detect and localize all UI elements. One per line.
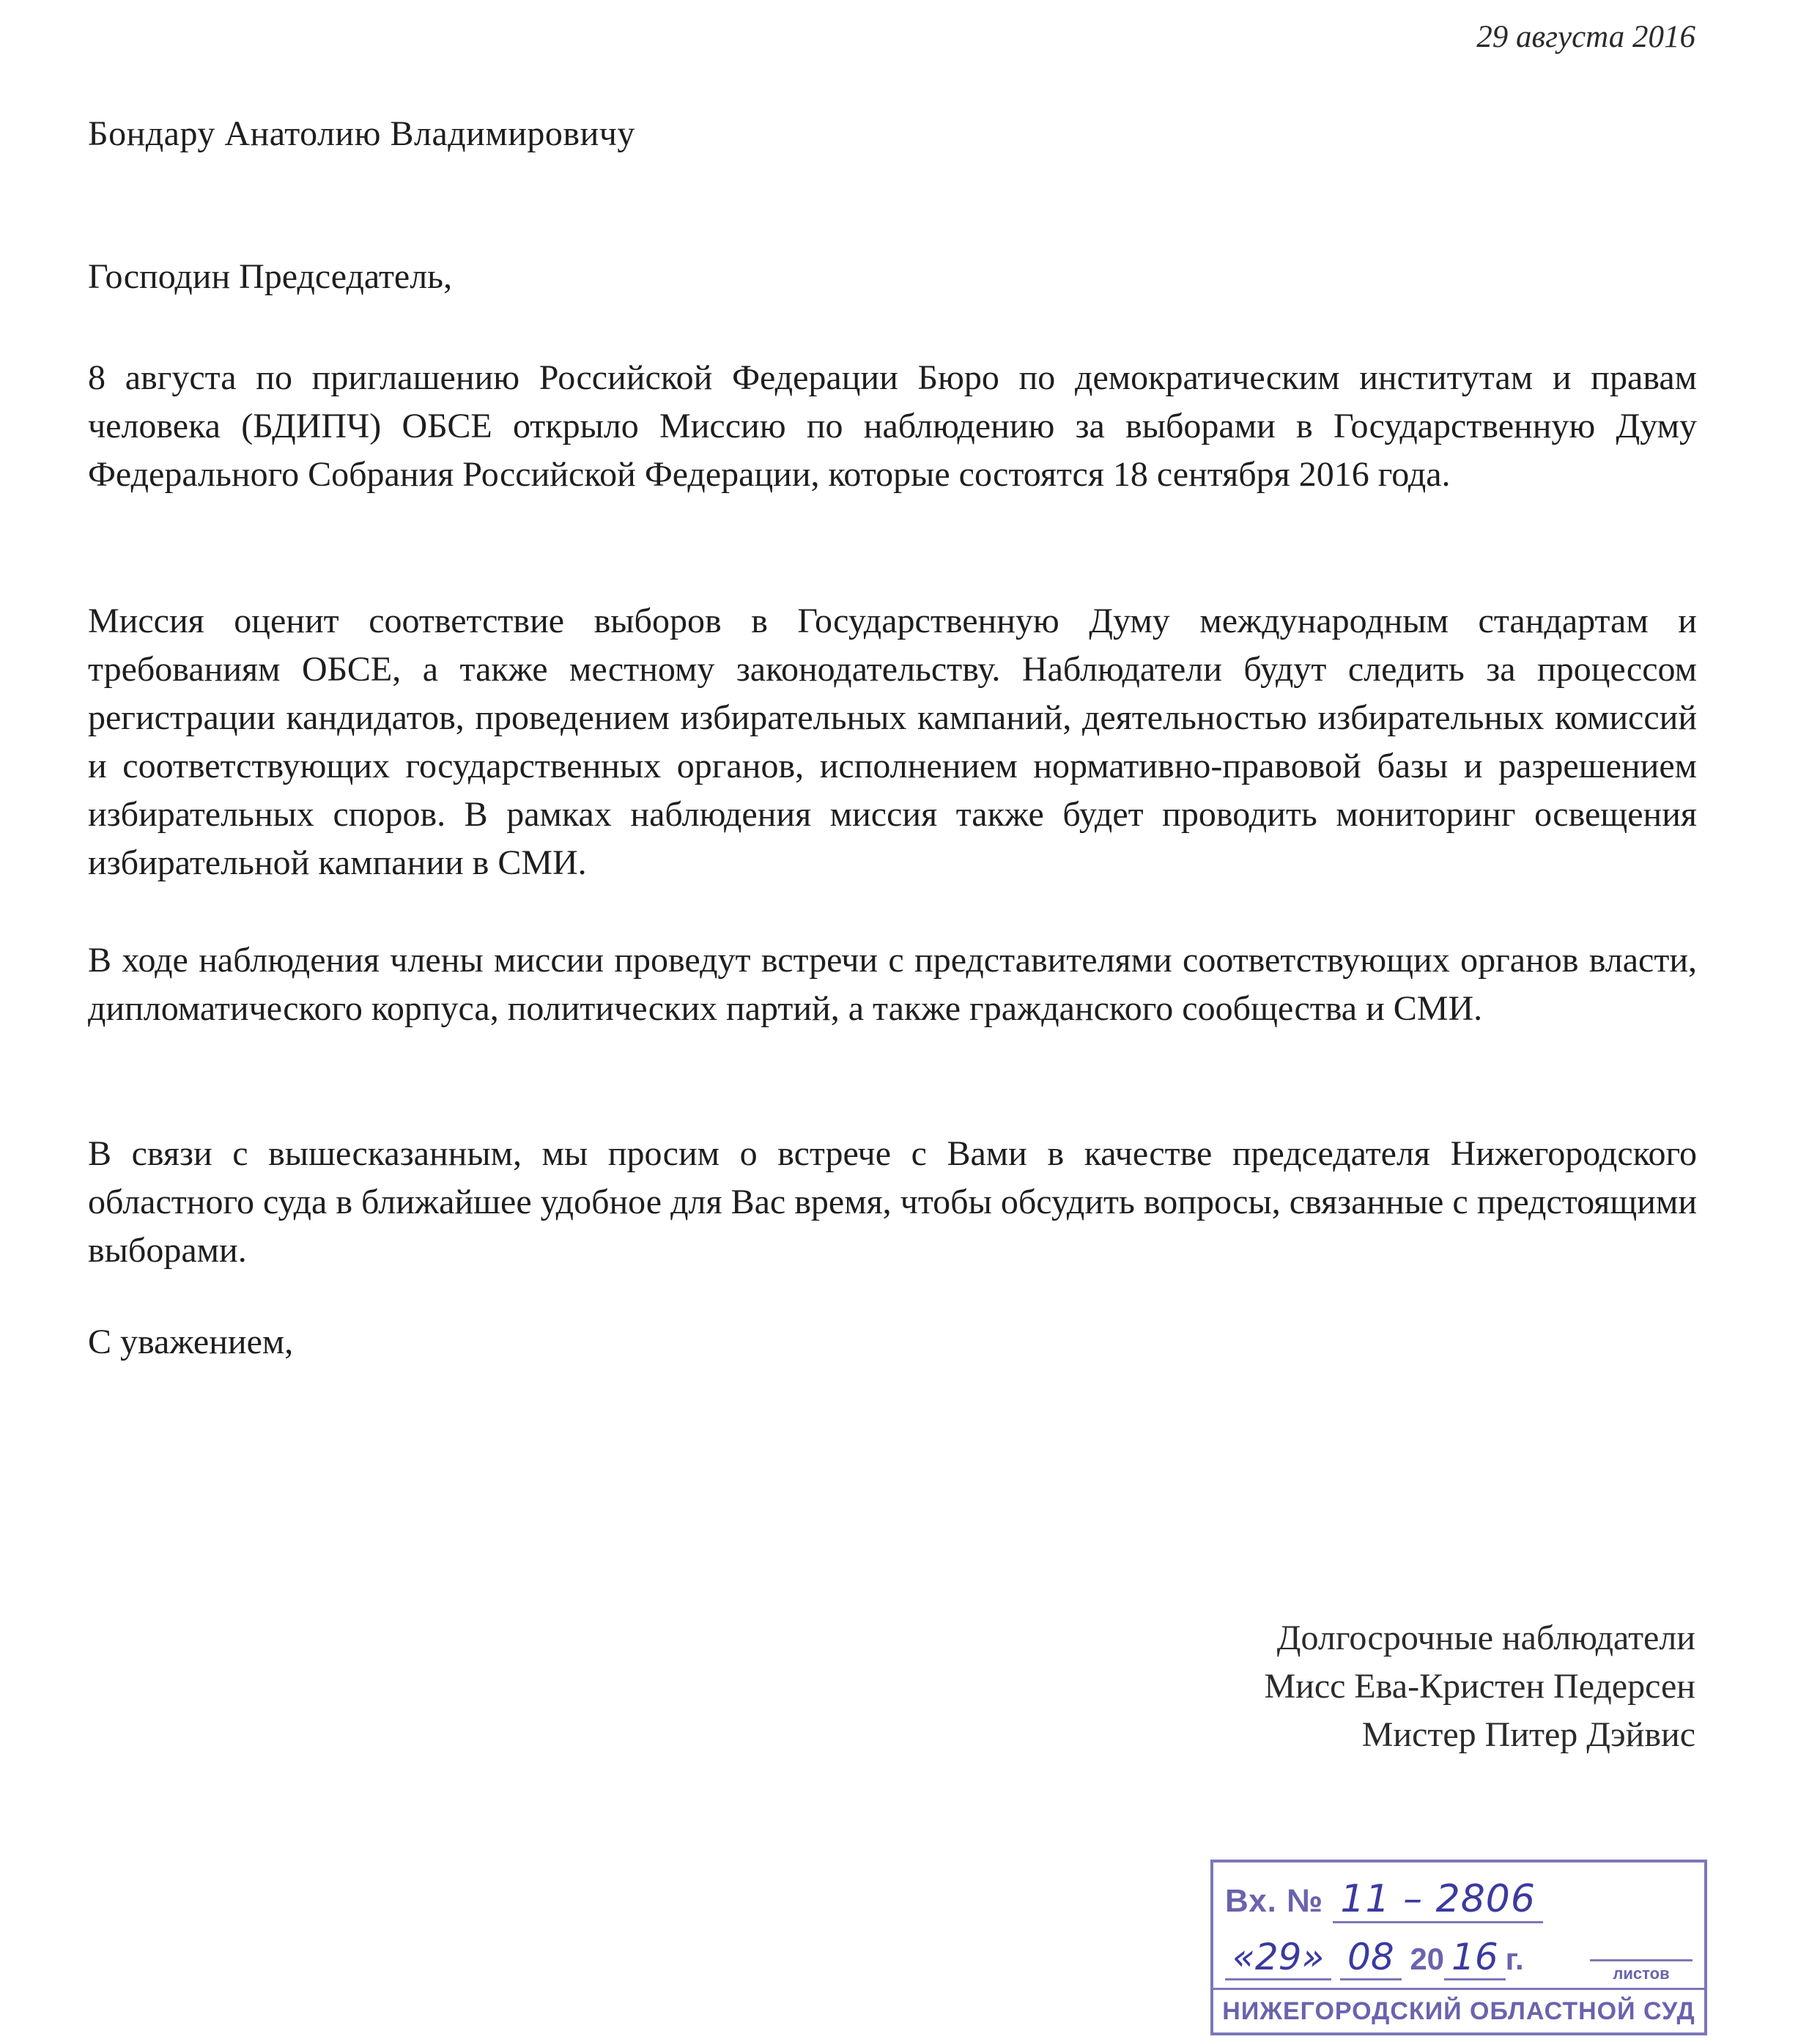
stamp-month: 08 [1340,1936,1402,1980]
letter-date: 29 августа 2016 [1476,20,1695,54]
stamp-court-name: НИЖЕГОРОДСКИЙ ОБЛАСТНОЙ СУД [1213,1988,1704,2032]
stamp-year-suffix: 16 [1444,1936,1506,1980]
paragraph-mission-scope: Миссия оценит соответствие выборов в Государственную Думу международным стандартам и требованиям ОБСЕ, а также местному законодательству. Наблюдатели будут следить за процессом регистрации кандидатов, проведением избирательных кампаний, деятельностью избирательных комиссий и соответствующих государственных органов, исполнением нормативно-правовой базы и разрешением избирательных споров. В рамках наблюдения миссия также будет проводить мониторинг освещения избирательной кампании в СМИ. [88,602,1697,882]
signature-title: Долгосрочные наблюдатели [1276,1619,1695,1657]
stamp-incoming-label: Вх. № [1225,1883,1324,1919]
registration-stamp [1210,1860,1707,2035]
signature-name-2: Мистер Питер Дэйвис [1361,1715,1695,1754]
signature-name-1: Мисс Ева-Кристен Педерсен [1264,1667,1695,1706]
paragraph-meetings: В ходе наблюдения члены миссии проведут встречи с представителями соответствующих органов власти, дипломатического корпуса, политических партий, а также гражданского сообщества и СМИ. [88,941,1697,1028]
stamp-date-row [1225,1936,1524,1978]
stamp-year-unit: г. [1505,1942,1524,1976]
stamp-sheets-label: листов [1590,1959,1693,1983]
paragraph-request: В связи с вышесказанным, мы просим о встрече с Вами в качестве председателя Нижегородского областного суда в ближайшее удобное для Вас время, чтобы обсудить вопросы, связанные с предстоящими выборами. [88,1134,1697,1270]
closing: С уважением, [88,1323,294,1361]
stamp-year-prefix: 20 [1410,1942,1445,1976]
salutation: Господин Председатель, [88,257,453,296]
signature-block [1264,1614,1695,1759]
stamp-day: «29» [1225,1936,1331,1980]
paragraph-mission-opening: 8 августа по приглашению Российской Федерации Бюро по демократическим институтам и правам человека (БДИПЧ) ОБСЕ открыло Миссию по наблюдению за выборами в Государственную Думу Федерального Собрания Российской Федерации, которые состоятся 18 сентября 2016 года. [88,358,1697,494]
stamp-incoming-row [1225,1877,1543,1921]
addressee: Бондару Анатолию Владимировичу [88,114,635,153]
stamp-incoming-number: 11 – 2806 [1333,1877,1543,1923]
